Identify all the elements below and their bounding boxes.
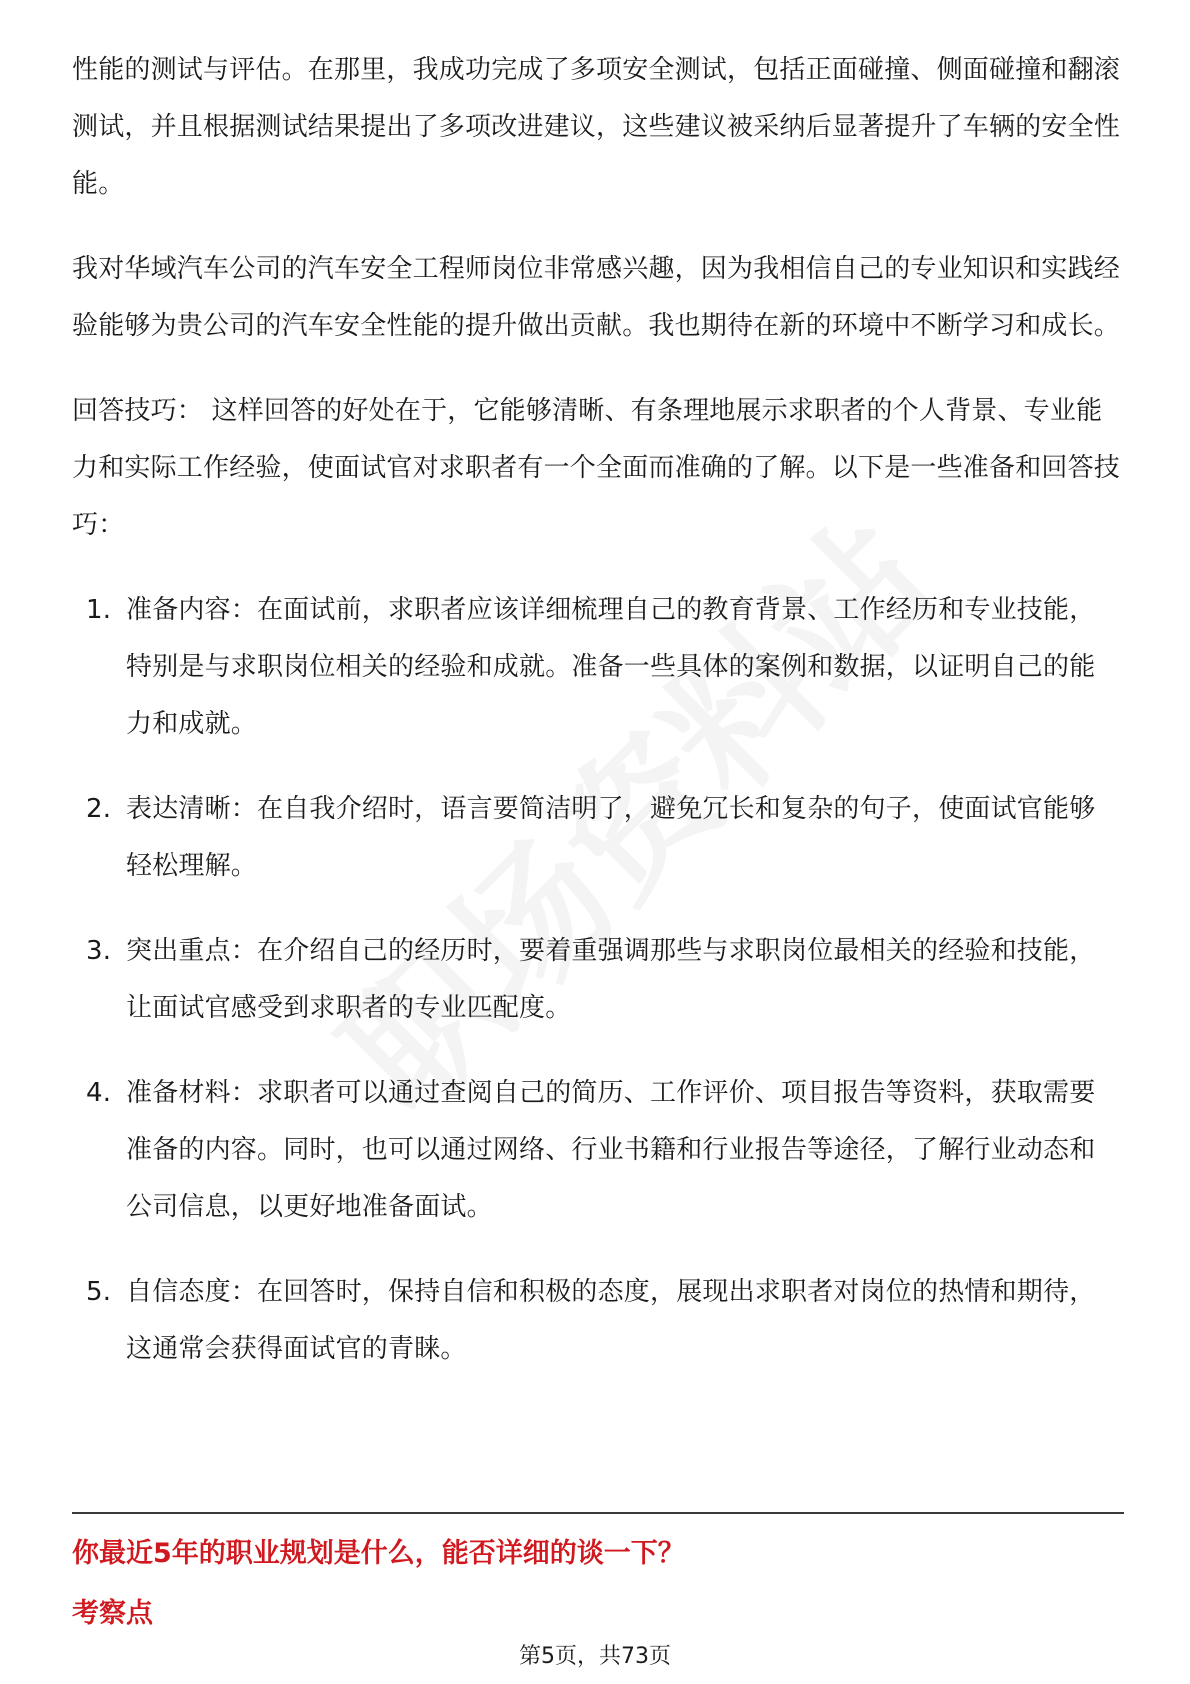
list-item-number: 4. (86, 1078, 112, 1108)
page-number-footer: 第5页，共73页 (519, 1644, 671, 1669)
paragraph-experience: 性能的测试与评估。在那里，我成功完成了多项安全测试，包括正面碰撞、侧面碰撞和翻滚测试，并且根据测试结果提出了多项改进建议，这些建议被采纳后显著提升了车辆的安全性能。 (72, 55, 1121, 199)
list-item (72, 582, 1120, 753)
exam-point-heading: 考察点 (72, 1598, 153, 1629)
list-item-number: 2. (86, 794, 112, 824)
list-item-number: 1. (86, 595, 112, 625)
tips-list (72, 582, 1120, 1378)
list-item-number: 3. (86, 936, 112, 966)
paragraph-answer-tips: 回答技巧： 这样回答的好处在于，它能够清晰、有条理地展示求职者的个人背景、专业能力和实际工作经验，使面试官对求职者有一个全面而准确的了解。以下是一些准备和回答技巧： (72, 396, 1121, 540)
section-divider (72, 1512, 1124, 1514)
list-item-text: 准备材料：求职者可以通过查阅自己的简历、工作评价、项目报告等资料，获取需要准备的内容。同时，也可以通过网络、行业书籍和行业报告等途径，了解行业动态和公司信息，以更好地准备面试。 (126, 1078, 1096, 1222)
main-content (72, 42, 1120, 1406)
list-item-text: 准备内容：在面试前，求职者应该详细梳理自己的教育背景、工作经历和专业技能，特别是与求职岗位相关的经验和成就。准备一些具体的案例和数据，以证明自己的能力和成就。 (126, 595, 1096, 739)
list-item-text: 突出重点：在介绍自己的经历时，要着重强调那些与求职岗位最相关的经验和技能，让面试官感受到求职者的专业匹配度。 (126, 936, 1096, 1023)
list-item (72, 923, 1120, 1037)
list-item-text: 表达清晰：在自我介绍时，语言要简洁明了，避免冗长和复杂的句子，使面试官能够轻松理解。 (126, 794, 1096, 881)
list-item (72, 1065, 1120, 1236)
list-item (72, 1264, 1120, 1378)
list-item (72, 781, 1120, 895)
list-item-text: 自信态度：在回答时，保持自信和积极的态度，展现出求职者对岗位的热情和期待，这通常会获得面试官的青睐。 (126, 1277, 1096, 1364)
paragraph-interest: 我对华域汽车公司的汽车安全工程师岗位非常感兴趣，因为我相信自己的专业知识和实践经验能够为贵公司的汽车安全性能的提升做出贡献。我也期待在新的环境中不断学习和成长。 (72, 254, 1121, 341)
question-heading: 你最近5年的职业规划是什么，能否详细的谈一下？ (72, 1538, 685, 1569)
list-item-number: 5. (86, 1277, 112, 1307)
